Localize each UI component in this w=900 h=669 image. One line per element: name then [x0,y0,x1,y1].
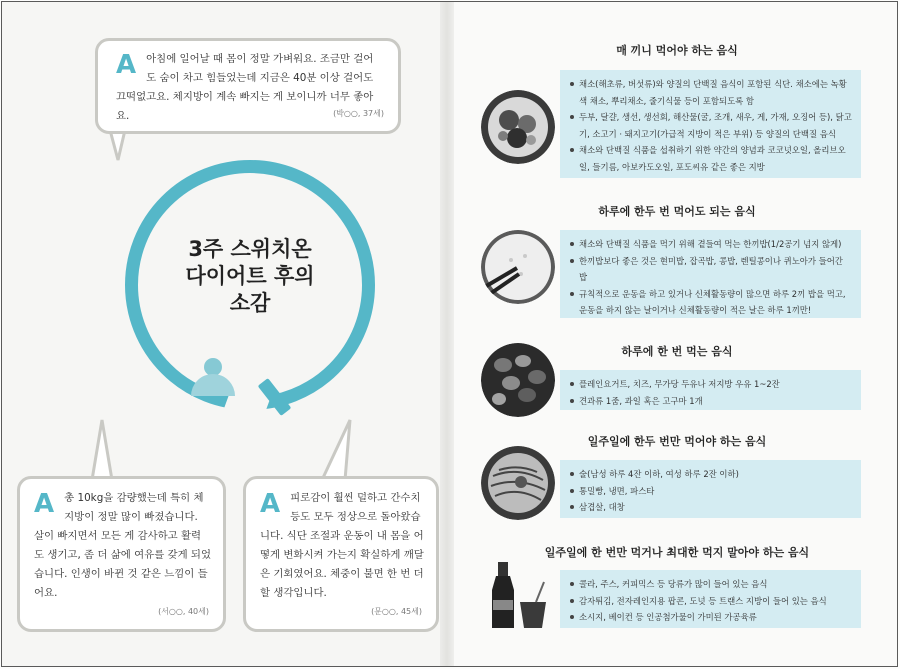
testimonial-text: 총 10kg을 감량했는데 특히 체지방이 정말 많이 빠졌습니다. 살이 빠지면서 모든 게 감사하고 활력도 생기고, 좀 더 삶에 여유를 갖게 되었습니다. 인생이 바뀐 것 같은 느낌이 들어요. [34,492,211,599]
rice-bowl-icon [481,230,555,304]
ring-title-line-1: 3주 스위치온 [188,237,312,261]
list-item: 규칙적으로 운동을 하고 있거나 신체활동량이 많으면 하루 2끼 밥을 먹고, 운동을 하지 않는 날이거나 신체활동량이 적은 날은 하루 1끼만! [570,286,853,319]
person-icon [191,358,235,394]
list-item: 채소(해초류, 버섯류)와 양질의 단백질 음식이 포함된 식단. 채소에는 녹황색 채소, 뿌리채소, 줄기식물 등이 포함되도록 함 [570,76,853,109]
testimonial-author: (서○○, 40세) [158,607,209,616]
answer-mark: A [34,489,55,519]
testimonial-bubble-2 [17,476,226,632]
list-item: 통밀빵, 냉면, 파스타 [570,483,853,500]
ring-title-line-2: 다이어트 후의 [185,264,315,288]
answer-mark: A [260,489,281,519]
nuts-icon [481,343,555,417]
list-item: 삼겹살, 대창 [570,499,853,516]
list-item: 채소와 단백질 식품을 섭취하기 위한 약간의 양념과 코코넛오일, 올리브오일, 들기름, 아보카도오일, 포도씨유 같은 좋은 지방 [570,142,853,175]
list-item: 술(남성 하루 4잔 이하, 여성 하루 2잔 이하) [570,466,853,483]
info-box-every-meal [560,70,861,178]
cola-bottle-icon [484,560,554,630]
info-box-once-twice-daily [560,230,861,318]
info-box-weekly-once-twice [560,460,861,518]
list-item: 한끼밥보다 좋은 것은 현미밥, 잡곡밥, 콩밥, 렌틸콩이나 퀴노아가 들어간 밥 [570,253,853,286]
section-title-weekly-once-twice: 일주일에 한두 번만 먹어야 하는 음식 [587,435,767,448]
info-box-avoid [560,570,861,628]
testimonial-text: 아침에 일어날 때 몸이 정말 가벼워요. 조금만 걸어도 숨이 차고 힘들었는데 지금은 40분 이상 걸어도 끄떡없고요. 체지방이 계속 빠지는 게 보이니까 너무 좋아요. [116,53,374,122]
list-item: 플레인요거트, 치즈, 무가당 두유나 저지방 우유 1~2잔 [570,376,853,393]
list-item: 콜라, 주스, 커피믹스 등 당류가 많이 들어 있는 음식 [570,576,853,593]
testimonial-text: 피로감이 훨씬 덜하고 간수치 등도 모두 정상으로 돌아왔습니다. 식단 조절과 운동이 내 몸을 어떻게 변화시켜 가는지 확실하게 깨달은 기회였어요. 체중이 불면 한 번 더 할 생각입니다. [260,492,424,599]
testimonial-author: (문○○, 45세) [371,607,422,616]
list-item: 감자튀김, 전자레인지용 팝콘, 도넛 등 트랜스 지방이 들어 있는 음식 [570,593,853,610]
noodle-icon [481,446,555,520]
testimonial-bubble-1 [95,38,401,134]
list-item: 소시지, 베이컨 등 인공첨가물이 가미된 가공육류 [570,609,853,626]
person-body [191,374,235,396]
info-box-once-daily [560,370,861,410]
testimonial-author: (박○○, 37세) [333,109,384,118]
section-title-every-meal: 매 끼니 먹어야 하는 음식 [616,44,738,57]
section-title-avoid: 일주일에 한 번만 먹거나 최대한 먹지 말아야 하는 음식 [544,546,810,559]
testimonial-bubble-3 [243,476,439,632]
ring-title [125,236,375,317]
ring-title-line-3: 소감 [229,291,271,315]
vegetable-dish-icon [481,90,555,164]
list-item: 두부, 달걀, 생선, 생선회, 해산물(굴, 조개, 새우, 게, 가재, 오징어 등), 닭고기, 소고기 · 돼지고기(가급적 지방이 적은 부위) 등 양질의 단백질 음식 [570,109,853,142]
answer-mark: A [116,50,137,80]
section-title-once-twice-daily: 하루에 한두 번 먹어도 되는 음식 [598,205,756,218]
list-item: 채소와 단백질 식품을 먹기 위해 곁들여 먹는 한끼밥(1/2공기 넘지 않게) [570,236,853,253]
list-item: 견과류 1줌, 과일 혹은 고구마 1개 [570,393,853,410]
section-title-once-daily: 하루에 한 번 먹는 음식 [621,345,733,358]
